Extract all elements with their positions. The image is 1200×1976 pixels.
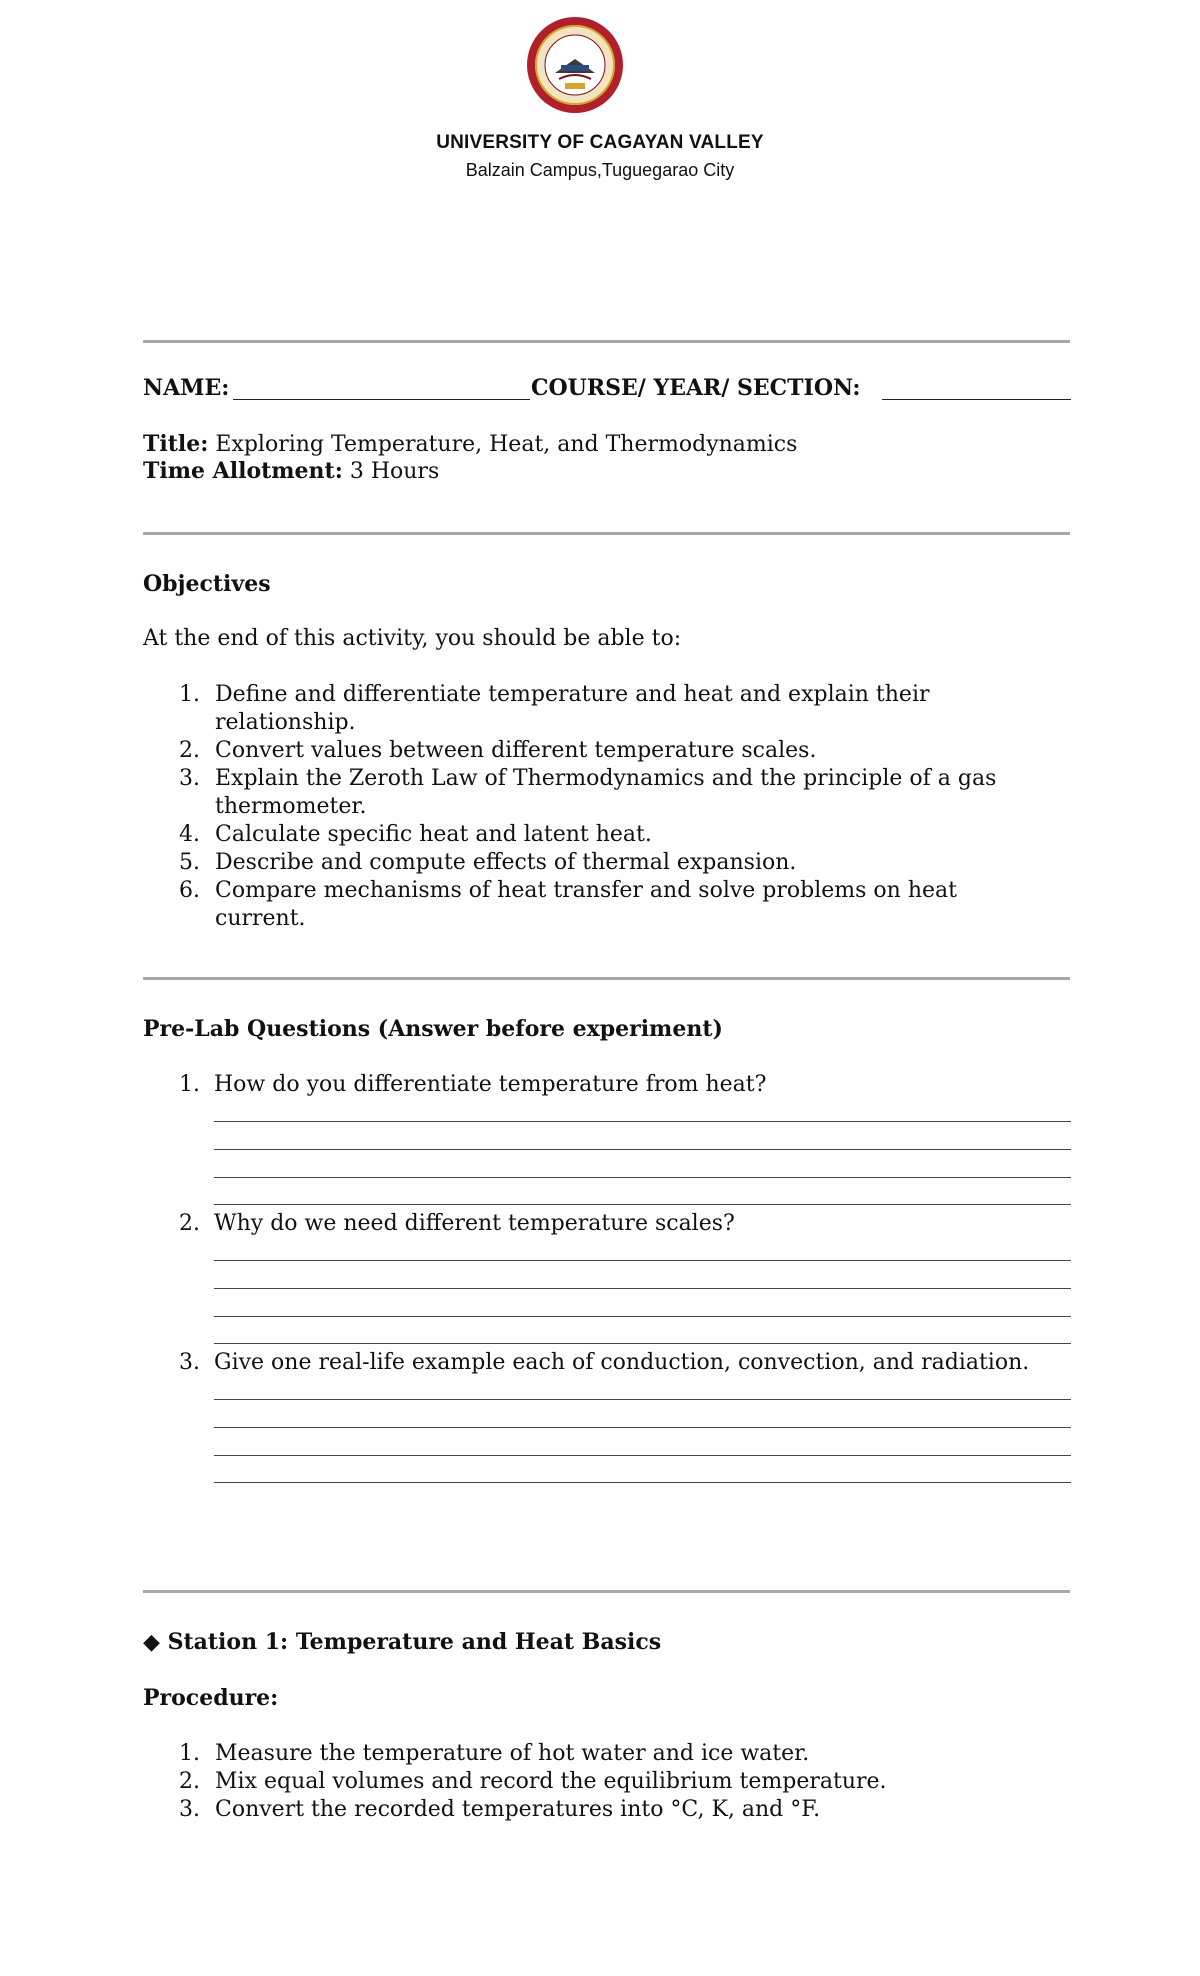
- answer-line[interactable]: [214, 1149, 1071, 1150]
- procedure-steps: [143, 1740, 1073, 1824]
- answer-line[interactable]: [214, 1288, 1071, 1289]
- course-year-section-blank[interactable]: [882, 399, 1071, 400]
- prelab-question-1: How do you differentiate temperature from heat?: [214, 1072, 767, 1097]
- station-1-heading-row: [143, 1628, 661, 1656]
- objectives-intro: At the end of this activity, you should be able to:: [143, 626, 682, 651]
- objective-item: 4. Calculate specific heat and latent heat.: [179, 822, 652, 847]
- objective-item: 3. Explain the Zeroth Law of Thermodynamics and the principle of a gas thermometer.: [179, 766, 997, 819]
- title-row: [143, 430, 797, 459]
- objective-item: 2. Convert values between different temperature scales.: [179, 738, 817, 763]
- answer-line[interactable]: [214, 1316, 1071, 1317]
- answer-line[interactable]: [214, 1121, 1071, 1122]
- procedure-step: 1. Measure the temperature of hot water and ice water.: [179, 1741, 810, 1766]
- objective-item: 1. Define and differentiate temperature and heat and explain their relationship.: [179, 682, 930, 735]
- university-name: UNIVERSITY OF CAGAYAN VALLEY: [436, 132, 764, 153]
- prelab-question-3-number: 3.: [179, 1350, 200, 1375]
- answer-line[interactable]: [214, 1455, 1071, 1456]
- prelab-heading: Pre-Lab Questions (Answer before experiment): [143, 1016, 723, 1042]
- prelab-question-2-number: 2.: [179, 1211, 200, 1236]
- answer-line[interactable]: [214, 1260, 1071, 1261]
- procedure-label: Procedure:: [143, 1685, 279, 1711]
- title-value: Exploring Temperature, Heat, and Thermodynamics: [215, 432, 798, 457]
- answer-line[interactable]: [214, 1204, 1071, 1205]
- prelab-question-3: Give one real-life example each of conduction, convection, and radiation.: [214, 1350, 1030, 1375]
- prelab-question-2: Why do we need different temperature scales?: [214, 1211, 735, 1236]
- objective-item: 6. Compare mechanisms of heat transfer and solve problems on heat current.: [179, 878, 957, 931]
- objective-item: 5. Describe and compute effects of thermal expansion.: [179, 850, 797, 875]
- answer-line[interactable]: [214, 1177, 1071, 1178]
- answer-line[interactable]: [214, 1482, 1071, 1483]
- procedure-step: 2. Mix equal volumes and record the equilibrium temperature.: [179, 1769, 887, 1794]
- divider: [143, 977, 1070, 980]
- time-allotment-label: Time Allotment:: [143, 458, 343, 484]
- name-blank[interactable]: [233, 399, 530, 400]
- campus-address: Balzain Campus,Tuguegarao City: [465, 160, 735, 180]
- university-seal-logo: [525, 15, 625, 115]
- answer-line[interactable]: [214, 1427, 1071, 1428]
- prelab-question-1-number: 1.: [179, 1072, 200, 1097]
- diamond-bullet-icon: ◆: [143, 1629, 160, 1655]
- course-year-section-label: COURSE/ YEAR/ SECTION:: [531, 375, 861, 401]
- answer-line[interactable]: [214, 1399, 1071, 1400]
- time-allotment-row: [143, 457, 439, 486]
- title-label: Title:: [143, 431, 209, 457]
- procedure-step: 3. Convert the recorded temperatures into °C, K, and °F.: [179, 1797, 821, 1822]
- divider: [143, 1590, 1070, 1593]
- divider: [143, 340, 1070, 343]
- time-allotment-value: 3 Hours: [349, 459, 440, 484]
- answer-line[interactable]: [214, 1343, 1071, 1344]
- station-1-heading: Station 1: Temperature and Heat Basics: [167, 1629, 662, 1655]
- objectives-list: [143, 681, 1073, 933]
- divider: [143, 532, 1070, 535]
- name-label: NAME:: [143, 375, 230, 401]
- objectives-heading: Objectives: [143, 571, 271, 597]
